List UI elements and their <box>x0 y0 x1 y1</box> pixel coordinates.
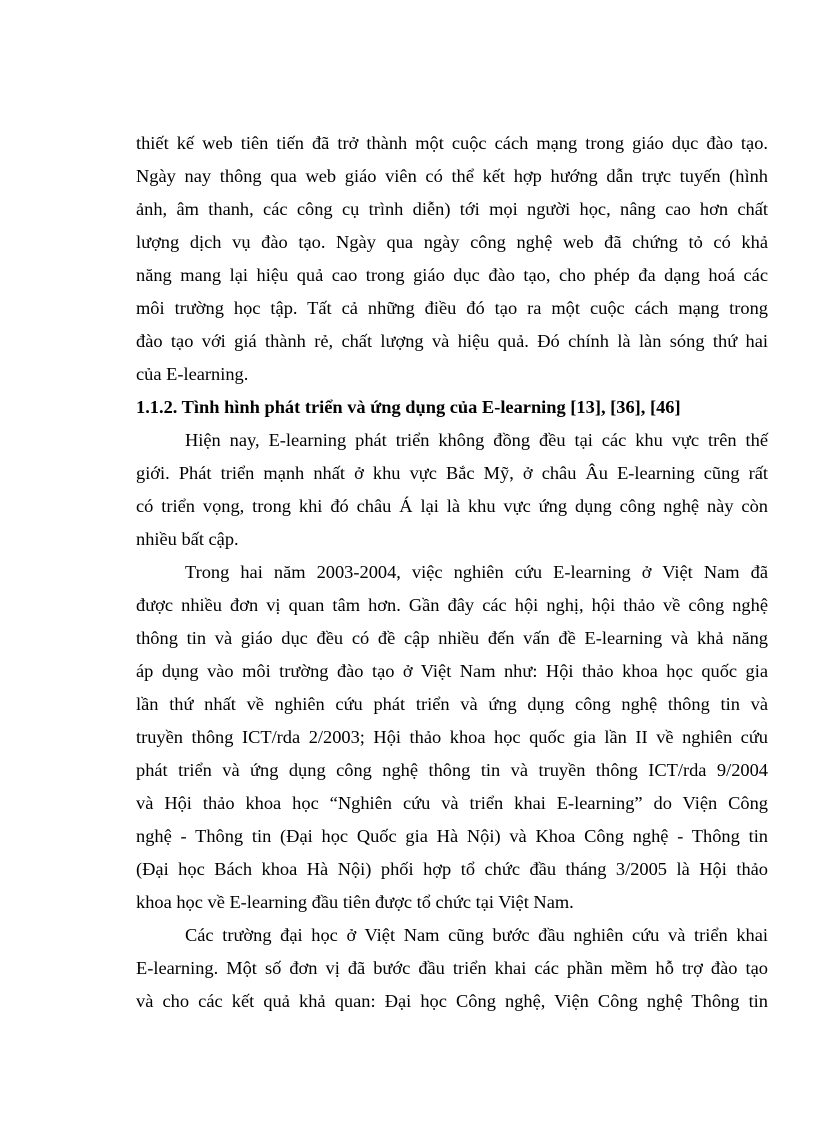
paragraph-line: đào tạo với giá thành rẻ, chất lượng và hiệu quả. Đó chính là làn sóng thứ hai <box>136 331 768 351</box>
paragraph-line: lần thứ nhất về nghiên cứu phát triển và ứng dụng công nghệ thông tin và <box>136 694 768 714</box>
paragraph-line: Các trường đại học ở Việt Nam cũng bước đầu nghiên cứu và triển khai <box>185 925 768 945</box>
paragraph-line: phát triển và ứng dụng công nghệ thông tin và truyền thông ICT/rda 9/2004 <box>136 760 768 780</box>
paragraph-line: của E-learning. <box>136 364 249 384</box>
paragraph-line: được nhiều đơn vị quan tâm hơn. Gần đây các hội nghị, hội thảo về công nghệ <box>136 595 768 615</box>
paragraph-line: Trong hai năm 2003-2004, việc nghiên cứu E-learning ở Việt Nam đã <box>185 562 768 582</box>
paragraph-line: năng mang lại hiệu quả cao trong giáo dục đào tạo, cho phép đa dạng hoá các <box>136 265 768 285</box>
paragraph-line: có triển vọng, trong khi đó châu Á lại là khu vực ứng dụng công nghệ này còn <box>136 496 768 516</box>
paragraph-line: ảnh, âm thanh, các công cụ trình diễn) tới mọi người học, nâng cao hơn chất <box>136 199 768 219</box>
paragraph-line: và Hội thảo khoa học “Nghiên cứu và triển khai E-learning” do Viện Công <box>136 793 768 813</box>
paragraph-line: môi trường học tập. Tất cả những điều đó tạo ra một cuộc cách mạng trong <box>136 298 768 318</box>
paragraph-line: (Đại học Bách khoa Hà Nội) phối hợp tổ chức đầu tháng 3/2005 là Hội thảo <box>136 859 768 879</box>
paragraph-line: Ngày nay thông qua web giáo viên có thể kết hợp hướng dẫn trực tuyến (hình <box>136 166 768 186</box>
paragraph-line: khoa học về E-learning đầu tiên được tổ chức tại Việt Nam. <box>136 892 574 912</box>
paragraph-line: truyền thông ICT/rda 2/2003; Hội thảo khoa học quốc gia lần II về nghiên cứu <box>136 727 768 747</box>
paragraph-line: nghệ - Thông tin (Đại học Quốc gia Hà Nội) và Khoa Công nghệ - Thông tin <box>136 826 768 846</box>
paragraph-line: Hiện nay, E-learning phát triển không đồng đều tại các khu vực trên thế <box>185 430 768 450</box>
paragraph-line: và cho các kết quả khả quan: Đại học Công nghệ, Viện Công nghệ Thông tin <box>136 991 768 1011</box>
paragraph-line: thiết kế web tiên tiến đã trở thành một cuộc cách mạng trong giáo dục đào tạo. <box>136 133 768 153</box>
paragraph-line: áp dụng vào môi trường đào tạo ở Việt Nam như: Hội thảo khoa học quốc gia <box>136 661 768 681</box>
paragraph-line: E-learning. Một số đơn vị đã bước đầu triển khai các phần mềm hỗ trợ đào tạo <box>136 958 768 978</box>
paragraph-line: giới. Phát triển mạnh nhất ở khu vực Bắc Mỹ, ở châu Âu E-learning cũng rất <box>136 463 768 483</box>
section-heading: 1.1.2. Tình hình phát triển và ứng dụng của E-learning [13], [36], [46] <box>136 397 681 417</box>
paragraph-line: nhiều bất cập. <box>136 529 239 549</box>
paragraph-line: thông tin và giáo dục đều có đề cập nhiều đến vấn đề E-learning và khả năng <box>136 628 768 648</box>
paragraph-line: lượng dịch vụ đào tạo. Ngày qua ngày công nghệ web đã chứng tỏ có khả <box>136 232 768 252</box>
